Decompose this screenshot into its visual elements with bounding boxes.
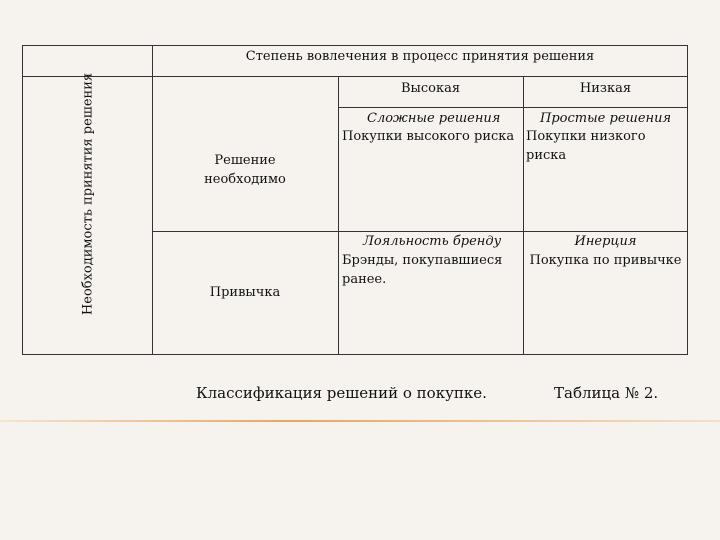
caption-table-number: Таблица № 2. bbox=[554, 384, 659, 402]
caption-title: Классификация решений о покупке. bbox=[196, 384, 487, 402]
simple-decisions-text: Покупки низкого риска bbox=[526, 129, 646, 163]
column-divider bbox=[523, 76, 524, 355]
decision-classification-table bbox=[22, 45, 688, 355]
column-high-label: Высокая bbox=[400, 81, 461, 96]
side-label-cell bbox=[22, 72, 152, 355]
simple-decisions-title: Простые решения bbox=[540, 111, 672, 126]
table-header: Степень вовлечения в процесс принятия решения bbox=[245, 49, 595, 64]
inertia-title: Инерция bbox=[574, 234, 637, 249]
subheader-divider bbox=[338, 107, 688, 108]
row-decision-needed-label: Решение необходимо bbox=[204, 153, 286, 187]
decorative-rule bbox=[0, 420, 720, 422]
table-border-top bbox=[22, 45, 688, 46]
inertia-text: Покупка по привычке bbox=[529, 253, 682, 268]
complex-decisions-text: Покупки высокого риска bbox=[342, 129, 515, 144]
complex-decisions-title: Сложные решения bbox=[367, 111, 501, 126]
side-label-divider bbox=[152, 45, 153, 355]
side-label: Необходимость принятия решения bbox=[80, 72, 96, 316]
brand-loyalty-text: Брэнды, покупавшиеся ранее. bbox=[342, 253, 503, 287]
column-low-label: Низкая bbox=[579, 81, 632, 96]
row-label-divider bbox=[338, 76, 339, 355]
row-habit-label: Привычка bbox=[209, 285, 281, 300]
brand-loyalty-title: Лояльность бренду bbox=[363, 234, 502, 249]
